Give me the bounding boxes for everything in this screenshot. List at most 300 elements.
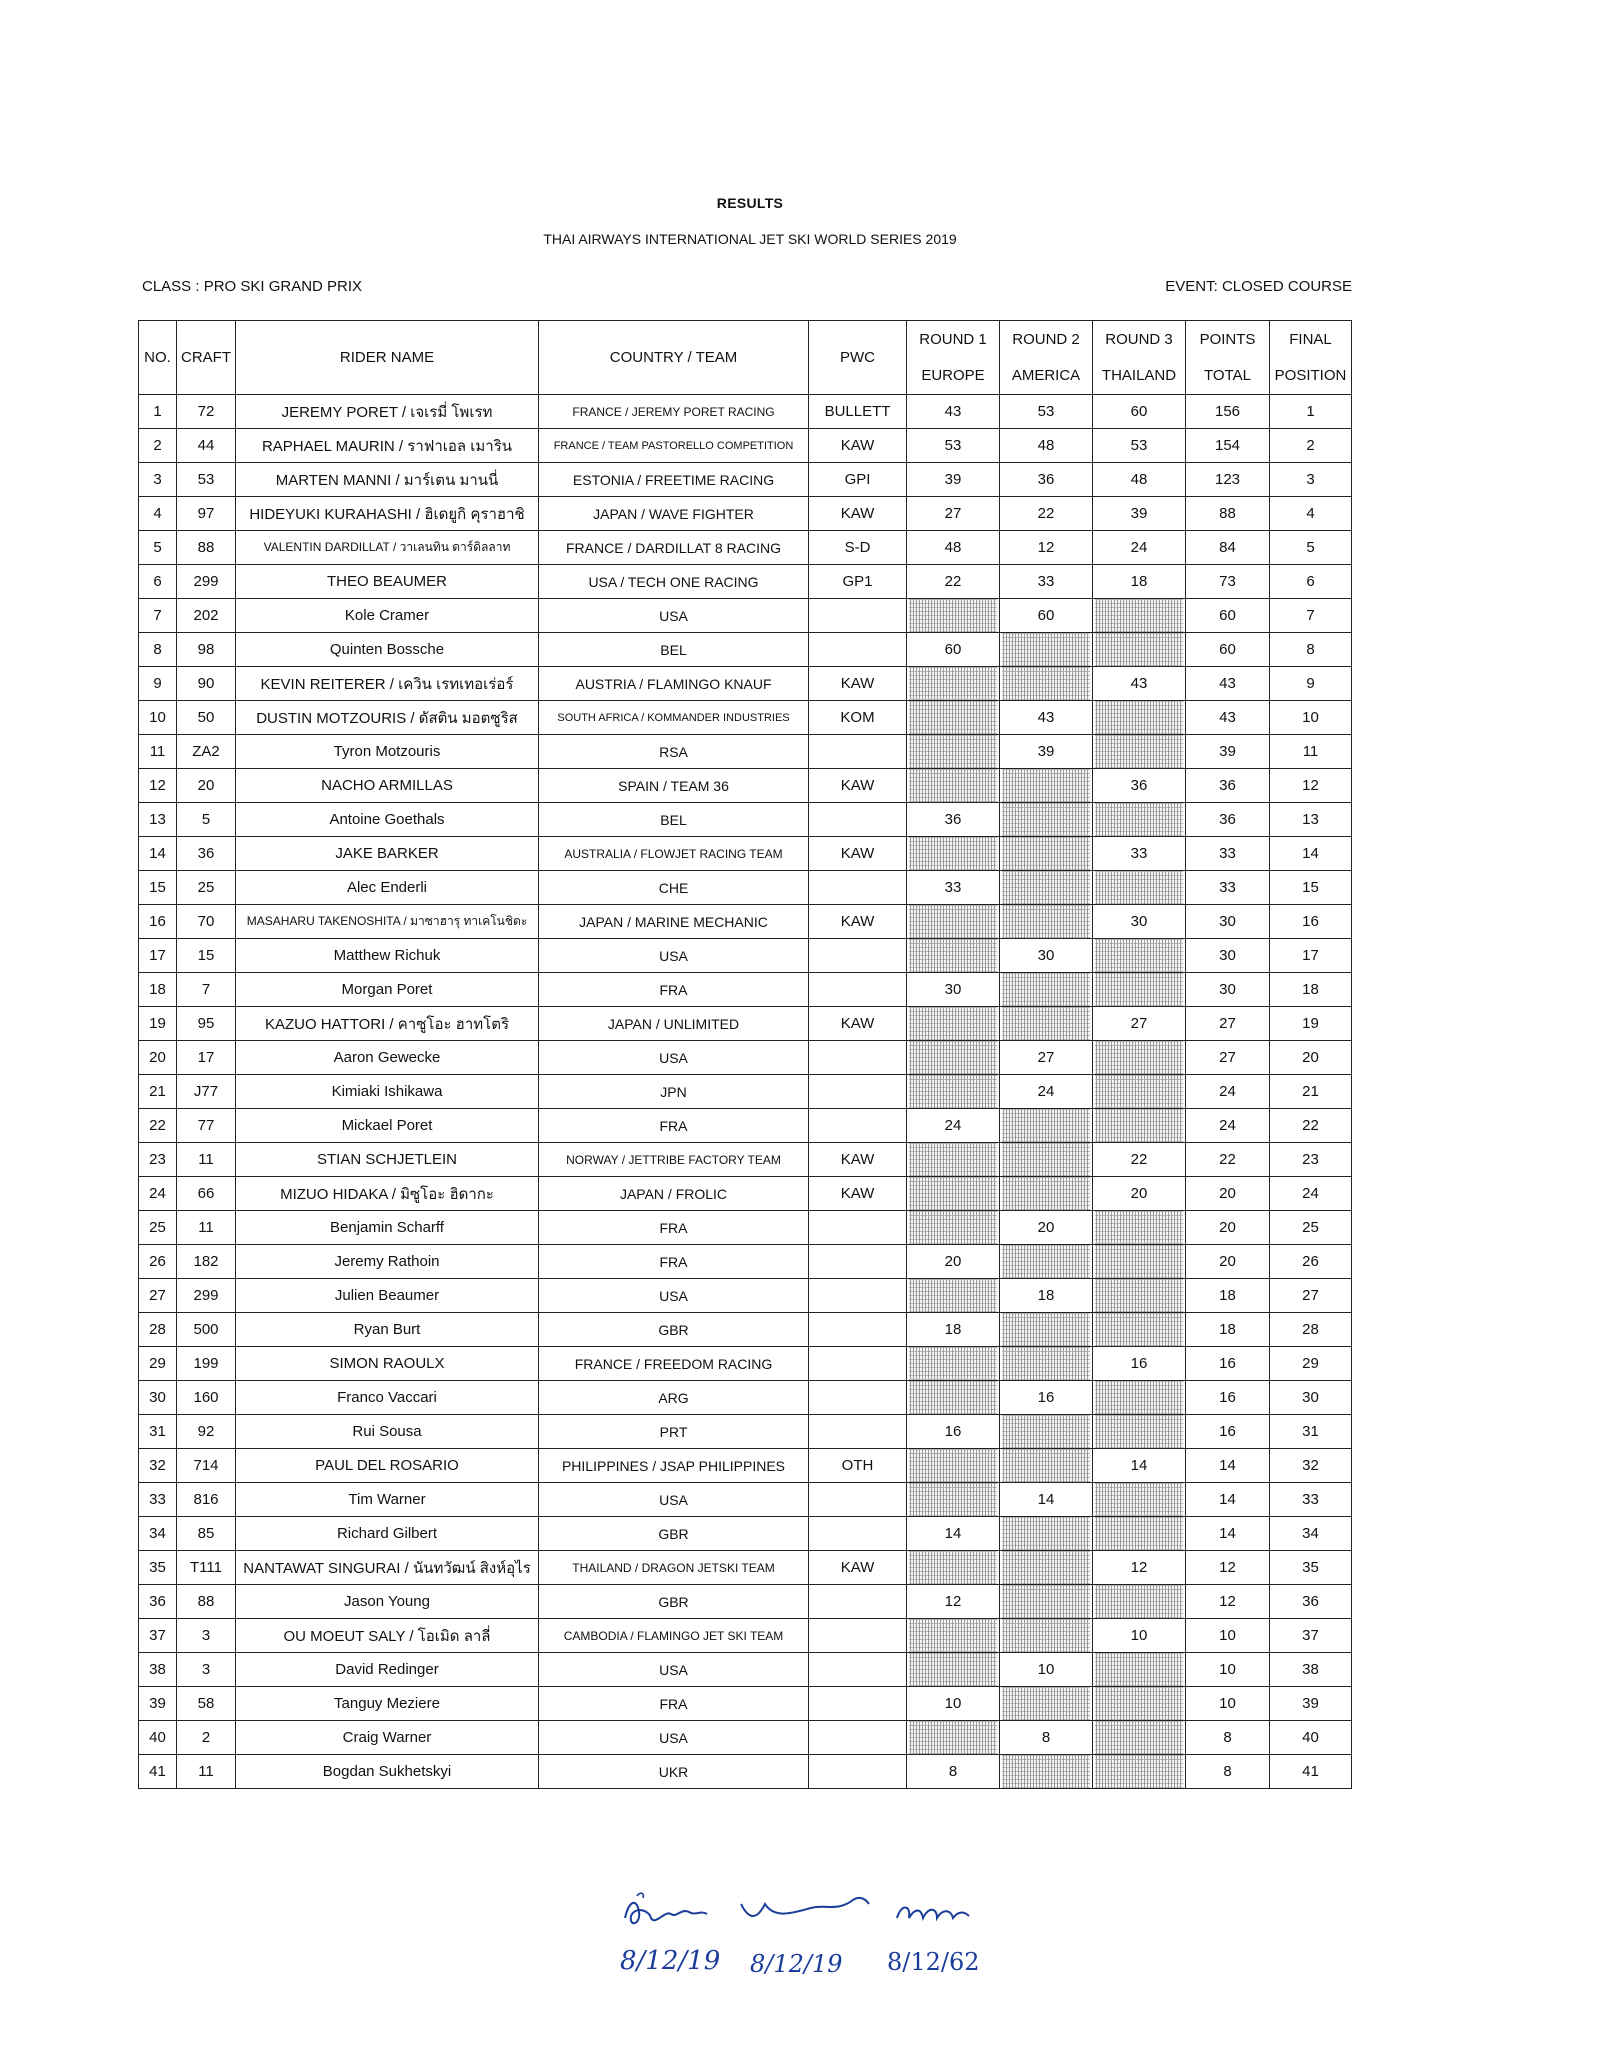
cell-final-position: 19 xyxy=(1270,1007,1352,1041)
cell-round-1: 36 xyxy=(907,803,1000,837)
table-row xyxy=(139,1245,1352,1279)
cell-round-1 xyxy=(907,1551,1000,1585)
cell-craft: 3 xyxy=(177,1619,236,1653)
cell-rider-name: NANTAWAT SINGURAI / นันทวัฒน์ สิงห์อุไร xyxy=(236,1551,539,1585)
cell-country-team: FRA xyxy=(539,1211,809,1245)
cell-rider-name: NACHO ARMILLAS xyxy=(236,769,539,803)
cell-round-2: 48 xyxy=(1000,429,1093,463)
cell-rider-name: MARTEN MANNI / มาร์เตน มานนี่ xyxy=(236,463,539,497)
event-label: EVENT: CLOSED COURSE xyxy=(1165,278,1352,295)
cell-round-2: 18 xyxy=(1000,1279,1093,1313)
cell-round-1 xyxy=(907,1211,1000,1245)
cell-pwc xyxy=(809,735,907,769)
cell-round-1 xyxy=(907,735,1000,769)
cell-no: 12 xyxy=(139,769,177,803)
cell-no: 15 xyxy=(139,871,177,905)
cell-points-total: 24 xyxy=(1186,1075,1270,1109)
cell-rider-name: David Redinger xyxy=(236,1653,539,1687)
cell-country-team: USA xyxy=(539,1721,809,1755)
cell-round-3: 16 xyxy=(1093,1347,1186,1381)
cell-pwc: KAW xyxy=(809,1551,907,1585)
cell-craft: 11 xyxy=(177,1143,236,1177)
cell-no: 36 xyxy=(139,1585,177,1619)
cell-craft: 25 xyxy=(177,871,236,905)
cell-round-1 xyxy=(907,599,1000,633)
cell-rider-name: Antoine Goethals xyxy=(236,803,539,837)
cell-country-team: USA xyxy=(539,939,809,973)
cell-round-1 xyxy=(907,1177,1000,1211)
cell-no: 34 xyxy=(139,1517,177,1551)
cell-pwc: OTH xyxy=(809,1449,907,1483)
cell-rider-name: HIDEYUKI KURAHASHI / ฮิเดยูกิ คุราฮาชิ xyxy=(236,497,539,531)
cell-final-position: 26 xyxy=(1270,1245,1352,1279)
cell-round-1 xyxy=(907,1619,1000,1653)
cell-round-1 xyxy=(907,1381,1000,1415)
cell-craft: 182 xyxy=(177,1245,236,1279)
table-row xyxy=(139,395,1352,429)
cell-rider-name: Tanguy Meziere xyxy=(236,1687,539,1721)
cell-no: 20 xyxy=(139,1041,177,1075)
signature-date-3: 8/12/62 xyxy=(887,1948,980,1976)
table-row xyxy=(139,1381,1352,1415)
table-row xyxy=(139,633,1352,667)
cell-final-position: 6 xyxy=(1270,565,1352,599)
table-row xyxy=(139,1483,1352,1517)
cell-round-2 xyxy=(1000,633,1093,667)
cell-country-team: BEL xyxy=(539,633,809,667)
cell-pwc xyxy=(809,871,907,905)
cell-country-team: FRA xyxy=(539,1245,809,1279)
cell-country-team: JAPAN / MARINE MECHANIC xyxy=(539,905,809,939)
cell-final-position: 23 xyxy=(1270,1143,1352,1177)
cell-round-1 xyxy=(907,837,1000,871)
cell-no: 28 xyxy=(139,1313,177,1347)
cell-rider-name: Quinten Bossche xyxy=(236,633,539,667)
cell-craft: 500 xyxy=(177,1313,236,1347)
cell-pwc xyxy=(809,1347,907,1381)
cell-country-team: FRA xyxy=(539,1687,809,1721)
table-row xyxy=(139,1653,1352,1687)
cell-round-2: 43 xyxy=(1000,701,1093,735)
cell-craft: 202 xyxy=(177,599,236,633)
cell-round-3: 24 xyxy=(1093,531,1186,565)
document-title: RESULTS xyxy=(716,195,784,211)
cell-round-3: 27 xyxy=(1093,1007,1186,1041)
cell-craft: 90 xyxy=(177,667,236,701)
cell-craft: 160 xyxy=(177,1381,236,1415)
cell-round-3 xyxy=(1093,1041,1186,1075)
cell-final-position: 24 xyxy=(1270,1177,1352,1211)
table-row xyxy=(139,497,1352,531)
cell-no: 33 xyxy=(139,1483,177,1517)
cell-final-position: 34 xyxy=(1270,1517,1352,1551)
cell-craft: 199 xyxy=(177,1347,236,1381)
cell-points-total: 8 xyxy=(1186,1755,1270,1789)
cell-round-3: 48 xyxy=(1093,463,1186,497)
table-row xyxy=(139,1517,1352,1551)
table-row xyxy=(139,1211,1352,1245)
cell-round-2 xyxy=(1000,1755,1093,1789)
cell-pwc xyxy=(809,1721,907,1755)
cell-points-total: 18 xyxy=(1186,1313,1270,1347)
cell-craft: 53 xyxy=(177,463,236,497)
cell-points-total: 156 xyxy=(1186,395,1270,429)
cell-points-total: 10 xyxy=(1186,1619,1270,1653)
cell-points-total: 33 xyxy=(1186,837,1270,871)
cell-points-total: 123 xyxy=(1186,463,1270,497)
cell-rider-name: Rui Sousa xyxy=(236,1415,539,1449)
cell-round-3: 43 xyxy=(1093,667,1186,701)
cell-points-total: 36 xyxy=(1186,803,1270,837)
cell-round-2 xyxy=(1000,1245,1093,1279)
cell-round-2: 14 xyxy=(1000,1483,1093,1517)
cell-pwc: KAW xyxy=(809,769,907,803)
cell-pwc: KOM xyxy=(809,701,907,735)
cell-no: 22 xyxy=(139,1109,177,1143)
cell-final-position: 41 xyxy=(1270,1755,1352,1789)
cell-round-3 xyxy=(1093,1585,1186,1619)
cell-points-total: 60 xyxy=(1186,599,1270,633)
cell-round-2 xyxy=(1000,1687,1093,1721)
cell-round-1: 16 xyxy=(907,1415,1000,1449)
cell-points-total: 88 xyxy=(1186,497,1270,531)
cell-round-1 xyxy=(907,1347,1000,1381)
cell-rider-name: Tim Warner xyxy=(236,1483,539,1517)
cell-round-2 xyxy=(1000,1619,1093,1653)
header-country-team: COUNTRY / TEAM xyxy=(539,321,809,395)
cell-pwc xyxy=(809,939,907,973)
cell-round-3 xyxy=(1093,1687,1186,1721)
cell-round-2: 8 xyxy=(1000,1721,1093,1755)
cell-pwc xyxy=(809,973,907,1007)
cell-final-position: 2 xyxy=(1270,429,1352,463)
cell-rider-name: Kole Cramer xyxy=(236,599,539,633)
header-craft: CRAFT xyxy=(177,321,236,395)
cell-round-3: 39 xyxy=(1093,497,1186,531)
cell-final-position: 21 xyxy=(1270,1075,1352,1109)
cell-rider-name: MASAHARU TAKENOSHITA / มาซาฮารุ ทาเคโนชิตะ xyxy=(236,905,539,939)
cell-points-total: 36 xyxy=(1186,769,1270,803)
cell-round-3 xyxy=(1093,1279,1186,1313)
cell-country-team: FRANCE / JEREMY PORET RACING xyxy=(539,395,809,429)
cell-no: 1 xyxy=(139,395,177,429)
cell-no: 29 xyxy=(139,1347,177,1381)
cell-final-position: 14 xyxy=(1270,837,1352,871)
table-row xyxy=(139,769,1352,803)
cell-round-1 xyxy=(907,1007,1000,1041)
cell-no: 18 xyxy=(139,973,177,1007)
cell-round-2 xyxy=(1000,871,1093,905)
cell-round-3: 12 xyxy=(1093,1551,1186,1585)
cell-round-2: 10 xyxy=(1000,1653,1093,1687)
cell-rider-name: STIAN SCHJETLEIN xyxy=(236,1143,539,1177)
cell-rider-name: Bogdan Sukhetskyi xyxy=(236,1755,539,1789)
cell-round-2 xyxy=(1000,1517,1093,1551)
cell-final-position: 17 xyxy=(1270,939,1352,973)
cell-country-team: SOUTH AFRICA / KOMMANDER INDUSTRIES xyxy=(539,701,809,735)
cell-pwc: KAW xyxy=(809,1177,907,1211)
cell-round-3 xyxy=(1093,735,1186,769)
cell-final-position: 35 xyxy=(1270,1551,1352,1585)
cell-round-3: 18 xyxy=(1093,565,1186,599)
cell-no: 41 xyxy=(139,1755,177,1789)
cell-points-total: 10 xyxy=(1186,1687,1270,1721)
cell-country-team: USA xyxy=(539,1483,809,1517)
cell-round-3 xyxy=(1093,633,1186,667)
cell-no: 11 xyxy=(139,735,177,769)
header-points-total xyxy=(1186,321,1270,395)
cell-pwc xyxy=(809,1687,907,1721)
cell-final-position: 30 xyxy=(1270,1381,1352,1415)
cell-pwc xyxy=(809,1619,907,1653)
cell-round-2 xyxy=(1000,905,1093,939)
cell-craft: J77 xyxy=(177,1075,236,1109)
cell-final-position: 33 xyxy=(1270,1483,1352,1517)
cell-pwc xyxy=(809,803,907,837)
cell-points-total: 22 xyxy=(1186,1143,1270,1177)
cell-points-total: 10 xyxy=(1186,1653,1270,1687)
cell-final-position: 7 xyxy=(1270,599,1352,633)
header-total-label: TOTAL xyxy=(1204,366,1251,384)
cell-round-3: 22 xyxy=(1093,1143,1186,1177)
cell-final-position: 13 xyxy=(1270,803,1352,837)
header-round-2 xyxy=(1000,321,1093,395)
table-row xyxy=(139,1551,1352,1585)
cell-round-2: 22 xyxy=(1000,497,1093,531)
cell-final-position: 11 xyxy=(1270,735,1352,769)
cell-round-2 xyxy=(1000,837,1093,871)
signature-3 xyxy=(893,1894,973,1934)
cell-round-1: 8 xyxy=(907,1755,1000,1789)
cell-final-position: 18 xyxy=(1270,973,1352,1007)
cell-country-team: RSA xyxy=(539,735,809,769)
cell-no: 13 xyxy=(139,803,177,837)
cell-rider-name: JAKE BARKER xyxy=(236,837,539,871)
cell-rider-name: Jeremy Rathoin xyxy=(236,1245,539,1279)
cell-round-3 xyxy=(1093,1517,1186,1551)
cell-round-3: 33 xyxy=(1093,837,1186,871)
cell-round-3 xyxy=(1093,1755,1186,1789)
cell-round-3 xyxy=(1093,1245,1186,1279)
cell-pwc xyxy=(809,599,907,633)
cell-pwc xyxy=(809,1585,907,1619)
cell-round-3: 60 xyxy=(1093,395,1186,429)
table-row xyxy=(139,1075,1352,1109)
cell-craft: 88 xyxy=(177,1585,236,1619)
cell-round-3 xyxy=(1093,1211,1186,1245)
cell-points-total: 12 xyxy=(1186,1551,1270,1585)
cell-final-position: 12 xyxy=(1270,769,1352,803)
cell-craft: 44 xyxy=(177,429,236,463)
cell-round-2: 60 xyxy=(1000,599,1093,633)
cell-no: 30 xyxy=(139,1381,177,1415)
cell-country-team: GBR xyxy=(539,1517,809,1551)
table-row xyxy=(139,1041,1352,1075)
cell-final-position: 36 xyxy=(1270,1585,1352,1619)
cell-final-position: 4 xyxy=(1270,497,1352,531)
cell-points-total: 30 xyxy=(1186,939,1270,973)
cell-points-total: 14 xyxy=(1186,1517,1270,1551)
cell-no: 25 xyxy=(139,1211,177,1245)
table-row xyxy=(139,667,1352,701)
cell-craft: 36 xyxy=(177,837,236,871)
cell-craft: 299 xyxy=(177,565,236,599)
cell-pwc xyxy=(809,1109,907,1143)
cell-round-2 xyxy=(1000,769,1093,803)
cell-pwc xyxy=(809,1245,907,1279)
table-row xyxy=(139,531,1352,565)
cell-points-total: 39 xyxy=(1186,735,1270,769)
table-header-row xyxy=(139,321,1352,395)
cell-country-team: GBR xyxy=(539,1585,809,1619)
cell-points-total: 154 xyxy=(1186,429,1270,463)
cell-country-team: AUSTRIA / FLAMINGO KNAUF xyxy=(539,667,809,701)
signature-2 xyxy=(735,1890,875,1930)
cell-no: 6 xyxy=(139,565,177,599)
cell-round-3 xyxy=(1093,803,1186,837)
cell-round-2: 53 xyxy=(1000,395,1093,429)
cell-round-1: 53 xyxy=(907,429,1000,463)
cell-round-2 xyxy=(1000,1109,1093,1143)
table-row xyxy=(139,1007,1352,1041)
cell-country-team: FRA xyxy=(539,1109,809,1143)
cell-final-position: 8 xyxy=(1270,633,1352,667)
cell-round-3 xyxy=(1093,1721,1186,1755)
table-row xyxy=(139,1449,1352,1483)
cell-no: 35 xyxy=(139,1551,177,1585)
cell-no: 21 xyxy=(139,1075,177,1109)
cell-no: 27 xyxy=(139,1279,177,1313)
cell-no: 32 xyxy=(139,1449,177,1483)
cell-craft: 98 xyxy=(177,633,236,667)
cell-round-1 xyxy=(907,1041,1000,1075)
cell-pwc xyxy=(809,1279,907,1313)
cell-final-position: 3 xyxy=(1270,463,1352,497)
cell-rider-name: KEVIN REITERER / เควิน เรทเทอเร่อร์ xyxy=(236,667,539,701)
class-label: CLASS : PRO SKI GRAND PRIX xyxy=(142,278,363,295)
cell-country-team: THAILAND / DRAGON JETSKI TEAM xyxy=(539,1551,809,1585)
cell-pwc: KAW xyxy=(809,1143,907,1177)
cell-craft: 72 xyxy=(177,395,236,429)
table-row xyxy=(139,871,1352,905)
cell-country-team: GBR xyxy=(539,1313,809,1347)
table-row xyxy=(139,1313,1352,1347)
cell-craft: 15 xyxy=(177,939,236,973)
signature-1 xyxy=(615,1888,715,1938)
cell-pwc xyxy=(809,1313,907,1347)
cell-round-2 xyxy=(1000,1415,1093,1449)
cell-final-position: 40 xyxy=(1270,1721,1352,1755)
cell-final-position: 15 xyxy=(1270,871,1352,905)
cell-rider-name: RAPHAEL MAURIN / ราฟาเอล เมาริน xyxy=(236,429,539,463)
cell-final-position: 10 xyxy=(1270,701,1352,735)
header-round-3 xyxy=(1093,321,1186,395)
header-round-3-label: ROUND 3 xyxy=(1105,330,1173,348)
cell-points-total: 16 xyxy=(1186,1381,1270,1415)
cell-round-1 xyxy=(907,1721,1000,1755)
cell-round-1 xyxy=(907,1653,1000,1687)
cell-rider-name: DUSTIN MOTZOURIS / ดัสติน มอตซูริส xyxy=(236,701,539,735)
cell-round-2: 39 xyxy=(1000,735,1093,769)
cell-round-2 xyxy=(1000,667,1093,701)
cell-craft: 85 xyxy=(177,1517,236,1551)
cell-round-1 xyxy=(907,1279,1000,1313)
cell-round-3: 36 xyxy=(1093,769,1186,803)
cell-craft: T111 xyxy=(177,1551,236,1585)
cell-round-3 xyxy=(1093,1653,1186,1687)
cell-round-3 xyxy=(1093,1381,1186,1415)
cell-country-team: BEL xyxy=(539,803,809,837)
table-row xyxy=(139,565,1352,599)
cell-country-team: CHE xyxy=(539,871,809,905)
cell-country-team: AUSTRALIA / FLOWJET RACING TEAM xyxy=(539,837,809,871)
cell-round-1 xyxy=(907,1143,1000,1177)
cell-round-2 xyxy=(1000,1177,1093,1211)
cell-round-3: 14 xyxy=(1093,1449,1186,1483)
cell-rider-name: Alec Enderli xyxy=(236,871,539,905)
cell-rider-name: JEREMY PORET / เจเรมี่ โพเรท xyxy=(236,395,539,429)
cell-country-team: USA xyxy=(539,1041,809,1075)
cell-country-team: JAPAN / FROLIC xyxy=(539,1177,809,1211)
cell-round-3 xyxy=(1093,599,1186,633)
cell-craft: 11 xyxy=(177,1211,236,1245)
results-table xyxy=(138,320,1352,1789)
cell-points-total: 27 xyxy=(1186,1007,1270,1041)
cell-round-2: 24 xyxy=(1000,1075,1093,1109)
cell-rider-name: Franco Vaccari xyxy=(236,1381,539,1415)
table-row xyxy=(139,1347,1352,1381)
cell-points-total: 30 xyxy=(1186,973,1270,1007)
cell-round-1 xyxy=(907,1483,1000,1517)
cell-craft: 3 xyxy=(177,1653,236,1687)
cell-craft: 5 xyxy=(177,803,236,837)
cell-craft: 714 xyxy=(177,1449,236,1483)
cell-pwc xyxy=(809,633,907,667)
header-points-label: POINTS xyxy=(1199,330,1256,348)
cell-round-1: 43 xyxy=(907,395,1000,429)
cell-round-1: 12 xyxy=(907,1585,1000,1619)
cell-no: 2 xyxy=(139,429,177,463)
cell-points-total: 20 xyxy=(1186,1177,1270,1211)
cell-round-2 xyxy=(1000,1585,1093,1619)
cell-no: 10 xyxy=(139,701,177,735)
table-row xyxy=(139,463,1352,497)
cell-round-2: 16 xyxy=(1000,1381,1093,1415)
cell-round-1 xyxy=(907,939,1000,973)
cell-pwc xyxy=(809,1517,907,1551)
cell-round-2 xyxy=(1000,803,1093,837)
cell-round-3 xyxy=(1093,701,1186,735)
cell-round-1: 18 xyxy=(907,1313,1000,1347)
cell-country-team: USA / TECH ONE RACING xyxy=(539,565,809,599)
cell-round-1: 39 xyxy=(907,463,1000,497)
cell-country-team: CAMBODIA / FLAMINGO JET SKI TEAM xyxy=(539,1619,809,1653)
header-round-2-label: ROUND 2 xyxy=(1012,330,1080,348)
cell-points-total: 27 xyxy=(1186,1041,1270,1075)
header-rider-name: RIDER NAME xyxy=(236,321,539,395)
cell-craft: 50 xyxy=(177,701,236,735)
table-row xyxy=(139,1585,1352,1619)
cell-pwc xyxy=(809,1075,907,1109)
cell-round-2 xyxy=(1000,1347,1093,1381)
header-position-label: POSITION xyxy=(1274,366,1347,384)
cell-no: 8 xyxy=(139,633,177,667)
cell-points-total: 16 xyxy=(1186,1347,1270,1381)
cell-no: 4 xyxy=(139,497,177,531)
table-row xyxy=(139,905,1352,939)
header-round-2-location: AMERICA xyxy=(1011,366,1081,384)
cell-round-3 xyxy=(1093,871,1186,905)
